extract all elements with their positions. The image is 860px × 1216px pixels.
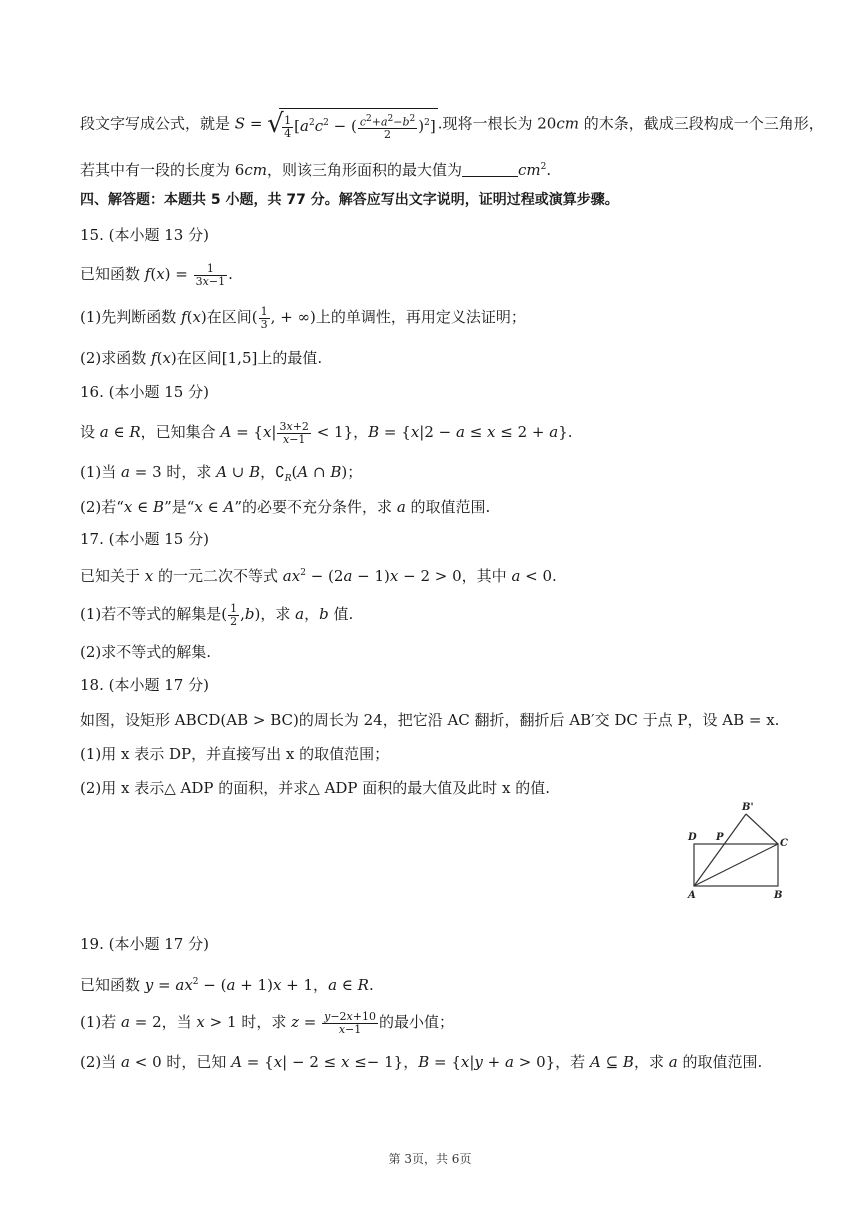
q16-stem-a: 设 <box>80 423 100 441</box>
q14-text-3: 的木条，截成三段构成一个三角形， <box>578 114 824 133</box>
q15-p2-a: (2)求函数 <box>80 349 152 367</box>
q19-p2-c: ，若 <box>555 1053 590 1071</box>
label-A: A <box>688 890 696 901</box>
q14-text-2: .现将一根长为 20 <box>437 114 557 133</box>
q17-part2: (2)求不等式的解集. <box>80 643 212 661</box>
q15-header: 15. (本小题 13 分) <box>80 226 209 244</box>
q15-stem: 已知函数 f(x) = $\frac{1}{3x-1}$ . <box>80 261 233 288</box>
label-P: P <box>716 832 724 843</box>
q17-part1: (1)若不等式的解集是( $\frac{1}{2}$ ,b)，求 a，b 值. <box>80 601 354 628</box>
q14-line2: 若其中有一段的长度为 6cm，则该三角形面积的最大值为 $cm^2$. <box>80 161 552 179</box>
q14-text-4: 若其中有一段的长度为 6 <box>80 161 245 179</box>
q16-p2-d: 的取值范围. <box>405 498 491 516</box>
q15-part1: (1)先判断函数 f(x)在区间( $\frac{1}{3}$ , + ∞)上的单调性，再用定义法证明； <box>80 304 526 331</box>
q16-stem-b: ，已知集合 <box>140 423 221 441</box>
q14-unit: cm <box>517 161 541 179</box>
label-B-prime: B' <box>742 802 754 813</box>
q16-part1: (1)当 a = 3 时，求 A ∪ B，$∁_R(A$ ∩ B)； <box>80 463 363 484</box>
q19-part1: (1)若 a = 2，当 x > 1 时，求 z = $\frac{y-2x+10}{x-1}$ 的最小值； <box>80 1009 454 1036</box>
q19-p1-c: 时，求 <box>236 1013 292 1031</box>
q19-p2-e: 的取值范围. <box>677 1053 763 1071</box>
answer-blank <box>462 160 518 177</box>
q16-stem: 设 a ∈ R，已知集合 A = {x| $\frac{3x+2}{x-1}$ < 1}，B = {x|2 − a ≤ x ≤ 2 + a}. <box>80 419 573 446</box>
q16-part2: (2)若“x ∈ B”是“x ∈ A”的必要不充分条件，求 a 的取值范围. <box>80 498 491 516</box>
q19-p2-a: (2)当 <box>80 1053 122 1071</box>
q17-p1-a: (1)若不等式的解集是 <box>80 605 222 623</box>
q18-part1: (1)用 x 表示 DP，并直接写出 x 的取值范围； <box>80 745 390 763</box>
q18-stem: 如图，设矩形 ABCD(AB > BC)的周长为 24，把它沿 AC 翻折，翻折后 AB′交 DC 于点 P，设 AB = x. <box>80 711 780 729</box>
q16-p2-b: ”是“ <box>164 498 195 516</box>
q15-p2-b: 在区间[1,5]上的最值. <box>176 349 323 367</box>
heron-sqrt: √ $\frac{1}{4}$ [$a^2c^2$ − ( $\frac{c^2+a^2-b^2}{2}$ )$^2$] <box>267 109 436 142</box>
q19-p1-d: 的最小值； <box>378 1013 454 1031</box>
q15-part2: (2)求函数 f(x)在区间[1,5]上的最值. <box>80 349 323 367</box>
q19-p1-b: ，当 <box>161 1013 197 1031</box>
q14-line1: 段文字写成公式，就是 S = √ $\frac{1}{4}$ [$a^2c^2$ − ( $\frac{c^2+a^2-b^2}{2}$ )$^2$].现将一根长为 20cm 的木条，截成三段构成一个三角形， <box>80 109 824 142</box>
q19-p1-a: (1)若 <box>80 1013 122 1031</box>
q16-p1-a: (1)当 <box>80 463 122 481</box>
label-C: C <box>780 838 788 849</box>
q18-part2: (2)用 x 表示△ ADP 的面积，并求△ ADP 面积的最大值及此时 x 的值. <box>80 779 551 797</box>
q17-p1-c: 值. <box>328 605 354 623</box>
q17-p1-b: ，求 <box>260 605 296 623</box>
q17-stem-c: ，其中 <box>461 567 512 585</box>
q15-stem-text: 已知函数 <box>80 265 145 283</box>
section-4-heading: 四、解答题：本题共 5 小题，共 77 分。解答应写出文字说明，证明过程或演算步骤。 <box>80 192 619 208</box>
q14-text-1: 段文字写成公式，就是 <box>80 114 235 133</box>
q19-p2-d: ，求 <box>633 1053 669 1071</box>
q16-p2-c: ”的必要不充分条件，求 <box>234 498 397 516</box>
q16-p1-b: 时，求 <box>161 463 217 481</box>
page-footer: 第 3页，共 6页 <box>388 1152 472 1166</box>
q15-p1-c: 上的单调性，再用定义法证明； <box>315 308 526 326</box>
q15-p1-a: (1)先判断函数 <box>80 308 182 326</box>
q19-p2-b: 时，已知 <box>161 1053 232 1071</box>
q17-stem: 已知关于 x 的一元二次不等式 $ax^2 - (2a - 1)x - 2 > 0$，其中 a < 0. <box>80 567 557 585</box>
q14-text-5: ，则该三角形面积的最大值为 <box>266 161 462 179</box>
folded-rectangle-figure <box>686 800 796 904</box>
q19-stem-a: 已知函数 <box>80 976 145 994</box>
q17-stem-b: 的一元二次不等式 <box>153 567 283 585</box>
q18-header: 18. (本小题 17 分) <box>80 676 209 694</box>
q19-stem: 已知函数 $y = ax^2 - (a + 1)x + 1$，a ∈ R. <box>80 976 374 994</box>
q19-header: 19. (本小题 17 分) <box>80 935 209 953</box>
q17-stem-a: 已知关于 <box>80 567 145 585</box>
q16-p2-a: (2)若“ <box>80 498 124 516</box>
q19-part2: (2)当 a < 0 时，已知 A = {x| − 2 ≤ x ≤− 1}，B = {x|y + a > 0}，若 A ⊆ B，求 a 的取值范围. <box>80 1053 763 1071</box>
label-B: B <box>774 890 783 901</box>
label-D: D <box>688 832 697 843</box>
q16-header: 16. (本小题 15 分) <box>80 383 209 401</box>
q15-p1-b: 在区间 <box>206 308 252 326</box>
q17-header: 17. (本小题 15 分) <box>80 530 209 548</box>
